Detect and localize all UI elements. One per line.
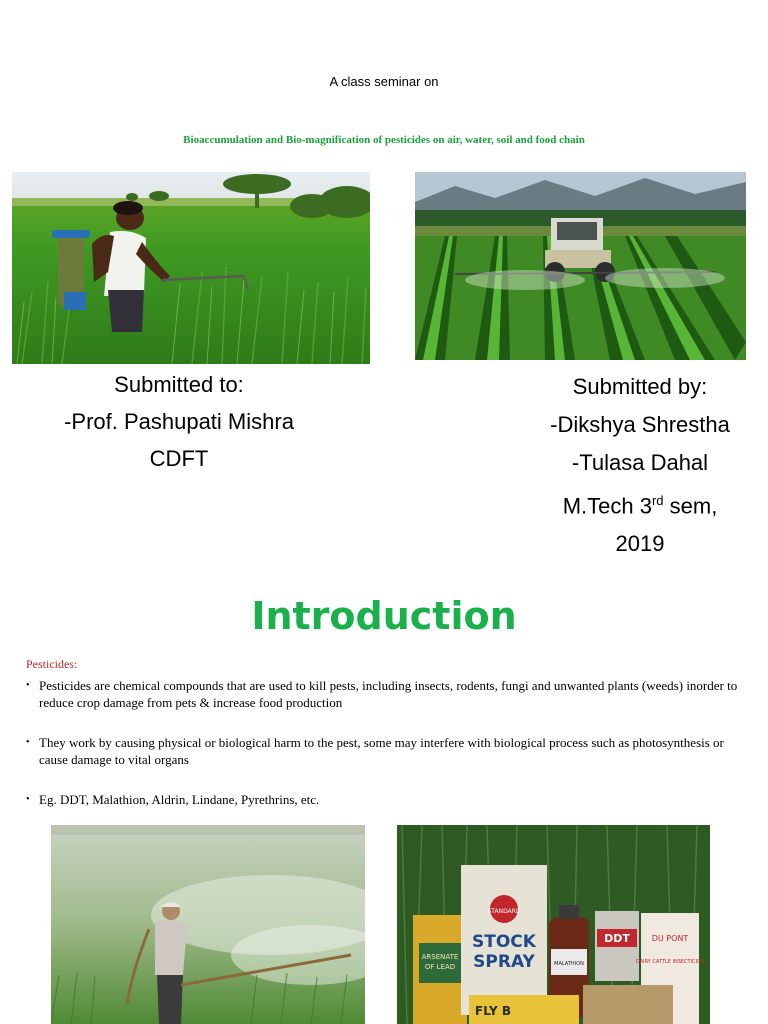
standard-logo-text: STANDARD (487, 908, 521, 915)
submitted-to-heading: Submitted to: (114, 372, 244, 397)
seminar-title: Bioaccumulation and Bio-magnification of pesticides on air, water, soil and food chain (183, 134, 585, 146)
pesticide-containers-photo (397, 825, 710, 1024)
author-name-2: -Tulasa Dahal (571, 450, 709, 475)
pesticides-label: Pesticides: (26, 657, 78, 671)
bullet-text: They work by causing physical or biological harm to the pest, some may interfere with biological process such as photosynthesis or cause damage to vital organs (39, 735, 724, 767)
author-name-1: -Dikshya Shrestha (550, 412, 730, 437)
submitted-by-lines (498, 368, 768, 563)
submitted-by-heading: Submitted by: (572, 374, 708, 399)
stock-spray-line2: SPRAY (473, 952, 535, 972)
supervisor-department: CDFT (149, 446, 209, 471)
bullet-dot: • (26, 680, 30, 691)
bullet-text: Eg. DDT, Malathion, Aldrin, Lindane, Pyrethrins, etc. (39, 792, 320, 807)
introduction-heading: Introduction (251, 594, 517, 638)
supervisor-name: -Prof. Pashupati Mishra (64, 409, 294, 434)
stock-spray-line1: STOCK (472, 932, 536, 952)
course-line (498, 482, 768, 525)
introduction-bullets (26, 677, 746, 808)
ddt-label: DDT (604, 932, 630, 945)
malathion-label: MALATHION (554, 961, 584, 967)
course-prefix: M.Tech 3 (562, 493, 652, 519)
farmer-backpack-spraying-photo (12, 172, 370, 364)
bullet-dot: • (26, 737, 30, 748)
arsenate-label-line2: OF LEAD (424, 963, 456, 971)
course-suffix: sem, (663, 493, 718, 519)
bullet-item (26, 677, 746, 711)
bullet-dot: • (26, 794, 30, 805)
bullet-item (26, 734, 746, 768)
course-superscript: rd (651, 493, 664, 508)
dupont-label: DU PONT (651, 934, 689, 943)
arsenate-label-line1: ARSENATE (421, 953, 459, 961)
submitted-to-block (20, 366, 338, 477)
tractor-field-spraying-photo (415, 172, 746, 360)
worker-mist-spraying-photo (51, 825, 365, 1024)
cattle-label: DAIRY CATTLE INSECTICIDE (635, 959, 705, 965)
bullet-text: Pesticides are chemical compounds that are used to kill pests, including insects, rodents, fungi and unwanted plants (weeds) inorder to reduce crop damage from pets & increase food production (39, 678, 738, 710)
fly-label: FLY B (475, 1004, 511, 1018)
seminar-caption: A class seminar on (329, 74, 439, 89)
bullet-item (26, 791, 746, 808)
year: 2019 (615, 531, 665, 557)
